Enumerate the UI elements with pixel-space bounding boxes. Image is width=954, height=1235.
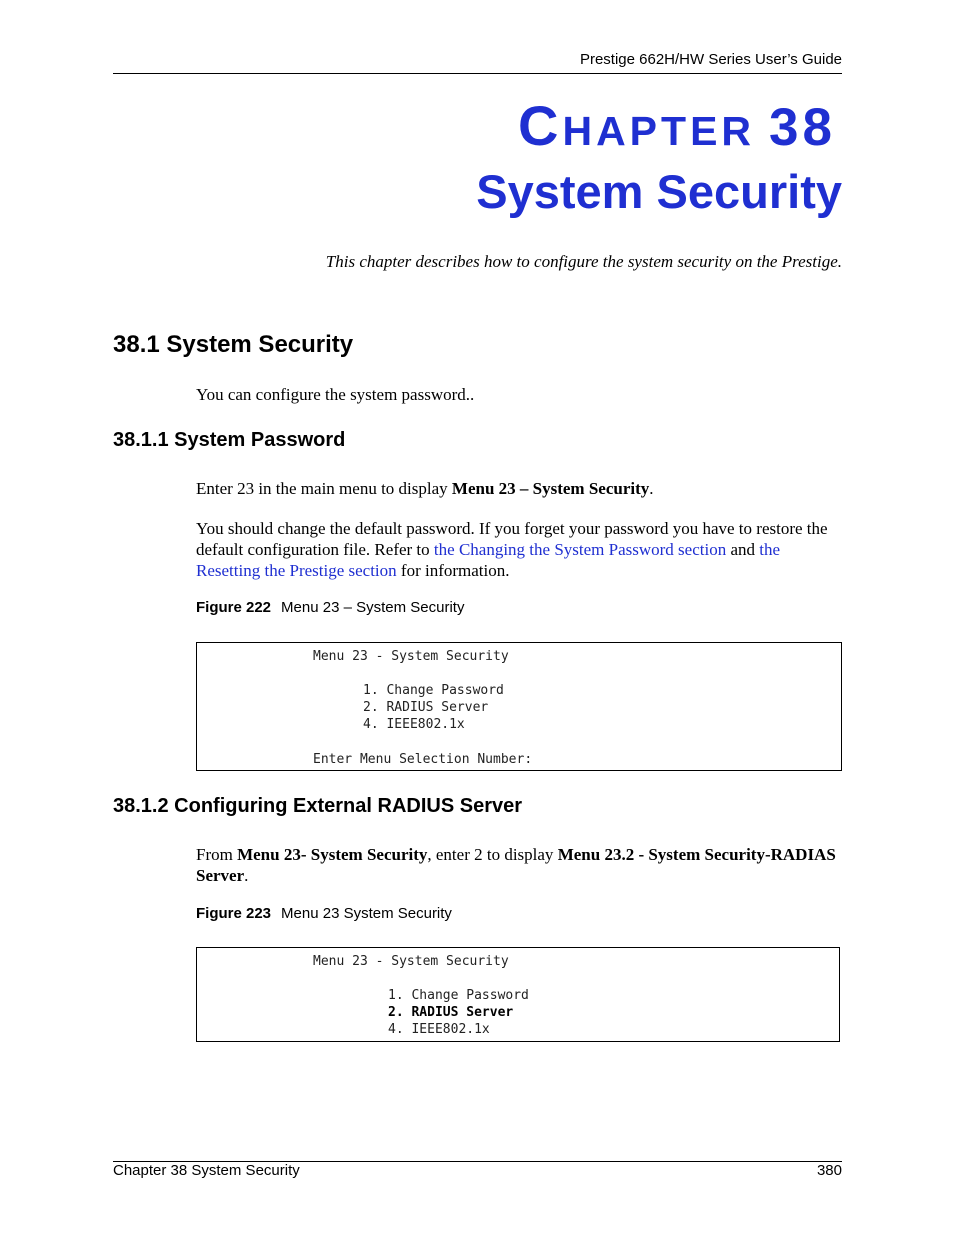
chapter-label-rest: HAPTER <box>562 108 756 154</box>
menu-selection-prompt: Enter Menu Selection Number: <box>313 752 533 767</box>
para-text: . <box>649 479 654 498</box>
section-heading-38-1-2: 38.1.2 Configuring External RADIUS Server <box>113 795 523 817</box>
section-38-1-2-para-1 <box>196 844 842 886</box>
menu-item-ieee8021x: 4. IEEE802.1x <box>363 717 465 732</box>
section-heading-38-1: 38.1 System Security <box>113 331 354 358</box>
para-text: You should change the default password. If you forget your password you have to restore the default configuration file. Refer to <box>196 519 828 559</box>
section-heading-38-1-1: 38.1.1 System Password <box>113 429 346 451</box>
running-header: Prestige 662H/HW Series User’s Guide <box>579 51 842 68</box>
menu-23-screen-figure-222 <box>196 642 842 771</box>
chapter-intro: This chapter describes how to configure the system security on the Prestige. <box>325 252 842 271</box>
screen-title: Menu 23 - System Security <box>313 954 509 969</box>
menu-item-radius-server: 2. RADIUS Server <box>363 700 489 715</box>
menu-item-radius-server-selected: 2. RADIUS Server <box>388 1005 514 1020</box>
chapter-label <box>518 94 836 157</box>
para-text: and <box>726 540 760 559</box>
menu-reference: Menu 23 – System Security <box>451 479 650 498</box>
menu-23-screen-figure-223 <box>196 947 840 1042</box>
figure-label: Figure 223 <box>196 905 272 922</box>
page-number: 380 <box>816 1162 842 1179</box>
para-text: , enter 2 to display <box>427 845 558 864</box>
figure-222-caption <box>196 599 464 616</box>
section-38-1-1-para-1 <box>196 478 842 499</box>
menu-reference: Menu 23- System Security <box>237 845 428 864</box>
para-text: . <box>244 866 249 885</box>
para-text: for information. <box>396 561 510 580</box>
para-text: From <box>196 845 238 864</box>
chapter-label-initial: C <box>518 94 563 157</box>
menu-item-change-password: 1. Change Password <box>363 683 504 698</box>
header-divider <box>113 73 842 74</box>
resetting-prestige-link[interactable]: the Resetting the Prestige section <box>196 540 781 580</box>
figure-label: Figure 222 <box>196 599 272 616</box>
figure-title: Menu 23 – System Security <box>281 599 465 616</box>
footer-chapter-title: Chapter 38 System Security <box>113 1162 300 1179</box>
figure-title: Menu 23 System Security <box>281 905 452 922</box>
para-text: Enter 23 in the main menu to display <box>196 479 452 498</box>
menu-item-change-password: 1. Change Password <box>388 988 529 1003</box>
screen-title: Menu 23 - System Security <box>313 649 509 664</box>
section-38-1-text: You can configure the system password.. <box>196 385 475 404</box>
chapter-number: 38 <box>769 98 836 157</box>
menu-reference: Menu 23.2 - System Security-RADIAS Server <box>196 845 836 885</box>
menu-item-ieee8021x: 4. IEEE802.1x <box>388 1022 490 1037</box>
figure-223-caption <box>196 905 452 922</box>
section-38-1-1-para-2 <box>196 518 842 581</box>
chapter-title: System Security <box>476 165 842 218</box>
changing-password-link[interactable]: the Changing the System Password section <box>433 540 727 559</box>
